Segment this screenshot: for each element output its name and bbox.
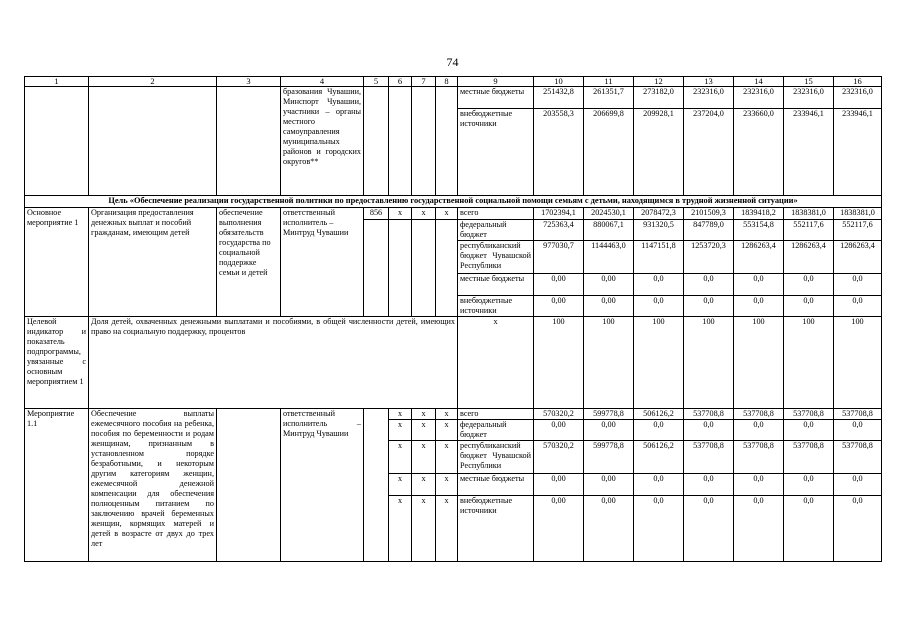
indicator-value: 100 bbox=[534, 316, 584, 408]
value-cell: 0,0 bbox=[634, 495, 684, 561]
value-cell: 233946,1 bbox=[784, 109, 834, 196]
value-cell: 1144463,0 bbox=[584, 240, 634, 273]
x-cell: х bbox=[412, 495, 436, 561]
cont-col1 bbox=[25, 87, 89, 196]
event1-code: 856 bbox=[364, 207, 389, 219]
header-cell: 2 bbox=[89, 77, 217, 87]
funding-source: республиканский бюджет Чувашской Республики bbox=[458, 440, 534, 473]
value-cell: 570320,2 bbox=[534, 408, 584, 419]
value-cell: 251432,8 bbox=[534, 87, 584, 109]
value-cell: 537708,8 bbox=[834, 440, 882, 473]
header-cell: 4 bbox=[281, 77, 364, 87]
value-cell: 977030,7 bbox=[534, 240, 584, 273]
funding-source: местные бюджеты bbox=[458, 273, 534, 295]
value-cell: 537708,8 bbox=[834, 408, 882, 419]
value-cell: 1286263,4 bbox=[784, 240, 834, 273]
value-cell: 233946,1 bbox=[834, 109, 882, 196]
value-cell: 2078472,3 bbox=[634, 207, 684, 219]
event11-description: Обеспечение выплаты ежемесячного пособия на ребенка, пособия по беременности и родам женщинам, признанным в установленном порядке безработными, и некоторым другим категориям женщин, ежемесячной денежной компенсации для обеспечения полноценным питанием по заключению врачей беременных женщин, кормящих матерей и детей в возрасте от двух до трех лет bbox=[89, 408, 217, 561]
value-cell: 0,00 bbox=[534, 273, 584, 295]
value-cell: 1702394,1 bbox=[534, 207, 584, 219]
value-cell: 0,00 bbox=[534, 419, 584, 440]
value-cell: 232316,0 bbox=[784, 87, 834, 109]
value-cell: 2101509,3 bbox=[684, 207, 734, 219]
value-cell: 0,0 bbox=[784, 273, 834, 295]
table-row bbox=[25, 87, 882, 109]
value-cell: 599778,8 bbox=[584, 408, 634, 419]
x-cell: х bbox=[412, 473, 436, 495]
value-cell: 599778,8 bbox=[584, 440, 634, 473]
value-cell: 206699,8 bbox=[584, 109, 634, 196]
value-cell: 537708,8 bbox=[784, 440, 834, 473]
value-cell: 0,0 bbox=[734, 273, 784, 295]
value-cell: 0,0 bbox=[784, 295, 834, 316]
header-cell: 1 bbox=[25, 77, 89, 87]
event1-x6: х bbox=[389, 207, 412, 219]
indicator-value: 100 bbox=[834, 316, 882, 408]
event1-x7: х bbox=[412, 207, 436, 219]
indicator-text: Доля детей, охваченных денежными выплатами и пособиями, в общей численности детей, имеющих право на социальную поддержку, процентов bbox=[89, 316, 458, 408]
funding-source: федеральный бюджет bbox=[458, 219, 534, 240]
page-number: 74 bbox=[446, 55, 459, 69]
x-cell: х bbox=[436, 440, 458, 473]
value-cell: 0,0 bbox=[834, 273, 882, 295]
value-cell: 0,0 bbox=[634, 295, 684, 316]
header-cell: 6 bbox=[389, 77, 412, 87]
event1-responsible: ответственный исполнитель – Минтруд Чувашии bbox=[281, 207, 364, 316]
value-cell: 0,00 bbox=[534, 295, 584, 316]
value-cell: 506126,2 bbox=[634, 440, 684, 473]
value-cell: 261351,7 bbox=[584, 87, 634, 109]
funding-source: всего bbox=[458, 408, 534, 419]
value-cell: 233660,0 bbox=[734, 109, 784, 196]
goal-title: Цель «Обеспечение реализации государственной политики по предоставлению государственной социальной помощи семьям с детьми, находящимся в трудной жизненной ситуации» bbox=[25, 196, 882, 207]
event1-name: Основное мероприятие 1 bbox=[25, 207, 89, 316]
header-cell: 11 bbox=[584, 77, 634, 87]
header-cell: 3 bbox=[217, 77, 281, 87]
value-cell: 1838381,0 bbox=[834, 207, 882, 219]
value-cell: 537708,8 bbox=[734, 408, 784, 419]
value-cell: 506126,2 bbox=[634, 408, 684, 419]
header-cell: 16 bbox=[834, 77, 882, 87]
indicator-x: х bbox=[458, 316, 534, 408]
value-cell: 0,0 bbox=[784, 473, 834, 495]
value-cell: 232316,0 bbox=[734, 87, 784, 109]
funding-source: внебюджетные источники bbox=[458, 109, 534, 196]
event1-x8: х bbox=[436, 207, 458, 219]
value-cell: 1286263,4 bbox=[834, 240, 882, 273]
header-cell: 9 bbox=[458, 77, 534, 87]
value-cell: 0,00 bbox=[584, 273, 634, 295]
indicator-value: 100 bbox=[634, 316, 684, 408]
value-cell: 209928,1 bbox=[634, 109, 684, 196]
header-cell: 8 bbox=[436, 77, 458, 87]
value-cell: 203558,3 bbox=[534, 109, 584, 196]
indicator-value: 100 bbox=[684, 316, 734, 408]
x-cell: х bbox=[436, 473, 458, 495]
indicator-value: 100 bbox=[584, 316, 634, 408]
header-row bbox=[25, 77, 882, 87]
value-cell: 0,00 bbox=[534, 495, 584, 561]
x-cell: х bbox=[436, 408, 458, 419]
funding-source: местные бюджеты bbox=[458, 87, 534, 109]
cont-col3 bbox=[217, 87, 281, 196]
value-cell: 237204,0 bbox=[684, 109, 734, 196]
x-cell: х bbox=[389, 440, 412, 473]
value-cell: 0,00 bbox=[584, 473, 634, 495]
value-cell: 0,0 bbox=[684, 419, 734, 440]
x-cell: х bbox=[412, 419, 436, 440]
value-cell: 0,0 bbox=[834, 473, 882, 495]
budget-table bbox=[24, 76, 882, 562]
value-cell: 0,00 bbox=[584, 495, 634, 561]
value-cell: 0,0 bbox=[734, 295, 784, 316]
funding-source: всего bbox=[458, 207, 534, 219]
value-cell: 552117,6 bbox=[784, 219, 834, 240]
value-cell: 1838381,0 bbox=[784, 207, 834, 219]
indicator-value: 100 bbox=[734, 316, 784, 408]
header-cell: 15 bbox=[784, 77, 834, 87]
event11-name: Мероприятие 1.1 bbox=[25, 408, 89, 561]
event1-purpose: обеспечение выполнения обязательств государства по социальной поддержке семьи и детей bbox=[217, 207, 281, 316]
header-cell: 10 bbox=[534, 77, 584, 87]
value-cell: 0,0 bbox=[734, 473, 784, 495]
value-cell: 1147151,8 bbox=[634, 240, 684, 273]
indicator-label: Целевой индикатор и показатель подпрограммы, увязанные с основным мероприятием 1 bbox=[25, 316, 89, 408]
value-cell: 0,0 bbox=[684, 495, 734, 561]
x-cell: х bbox=[436, 419, 458, 440]
value-cell: 725363,4 bbox=[534, 219, 584, 240]
funding-source: внебюджетные источники bbox=[458, 295, 534, 316]
x-cell: х bbox=[389, 419, 412, 440]
value-cell: 0,0 bbox=[634, 273, 684, 295]
value-cell: 2024530,1 bbox=[584, 207, 634, 219]
indicator-row bbox=[25, 316, 882, 408]
cont-col2 bbox=[89, 87, 217, 196]
value-cell: 273182,0 bbox=[634, 87, 684, 109]
header-cell: 12 bbox=[634, 77, 684, 87]
table-row bbox=[25, 408, 882, 419]
value-cell: 0,0 bbox=[684, 473, 734, 495]
goal-row bbox=[25, 196, 882, 207]
value-cell: 537708,8 bbox=[784, 408, 834, 419]
value-cell: 537708,8 bbox=[684, 408, 734, 419]
funding-source: республиканский бюджет Чувашской Республики bbox=[458, 240, 534, 273]
funding-source: местные бюджеты bbox=[458, 473, 534, 495]
value-cell: 0,0 bbox=[684, 273, 734, 295]
value-cell: 1286263,4 bbox=[734, 240, 784, 273]
funding-source: внебюджетные источники bbox=[458, 495, 534, 561]
value-cell: 931320,5 bbox=[634, 219, 684, 240]
value-cell: 537708,8 bbox=[684, 440, 734, 473]
value-cell: 847789,0 bbox=[684, 219, 734, 240]
table-row bbox=[25, 207, 882, 219]
value-cell: 1839418,2 bbox=[734, 207, 784, 219]
value-cell: 0,0 bbox=[784, 495, 834, 561]
value-cell: 0,00 bbox=[584, 295, 634, 316]
value-cell: 0,0 bbox=[834, 419, 882, 440]
header-cell: 13 bbox=[684, 77, 734, 87]
value-cell: 0,0 bbox=[734, 495, 784, 561]
funding-source: федеральный бюджет bbox=[458, 419, 534, 440]
indicator-value: 100 bbox=[784, 316, 834, 408]
x-cell: х bbox=[412, 440, 436, 473]
value-cell: 0,0 bbox=[734, 419, 784, 440]
header-cell: 7 bbox=[412, 77, 436, 87]
value-cell: 232316,0 bbox=[684, 87, 734, 109]
x-cell: х bbox=[389, 473, 412, 495]
value-cell: 0,0 bbox=[634, 473, 684, 495]
value-cell: 0,00 bbox=[534, 473, 584, 495]
x-cell: х bbox=[412, 408, 436, 419]
value-cell: 1253720,3 bbox=[684, 240, 734, 273]
value-cell: 0,0 bbox=[834, 295, 882, 316]
value-cell: 0,0 bbox=[834, 495, 882, 561]
cont-responsible: бразования Чувашии, Минспорт Чувашии, участники – органы местного самоуправления муниципальных районов и городских округов** bbox=[281, 87, 364, 196]
value-cell: 552117,6 bbox=[834, 219, 882, 240]
value-cell: 232316,0 bbox=[834, 87, 882, 109]
header-cell: 5 bbox=[364, 77, 389, 87]
value-cell: 0,0 bbox=[634, 419, 684, 440]
x-cell: х bbox=[436, 495, 458, 561]
value-cell: 0,00 bbox=[584, 419, 634, 440]
value-cell: 537708,8 bbox=[734, 440, 784, 473]
value-cell: 0,0 bbox=[684, 295, 734, 316]
value-cell: 553154,8 bbox=[734, 219, 784, 240]
value-cell: 880067,1 bbox=[584, 219, 634, 240]
value-cell: 0,0 bbox=[784, 419, 834, 440]
event11-responsible: ответственный исполнитель – Минтруд Чувашии bbox=[281, 408, 364, 561]
x-cell: х bbox=[389, 408, 412, 419]
value-cell: 570320,2 bbox=[534, 440, 584, 473]
event1-description: Организация предоставления денежных выплат и пособий гражданам, имеющим детей bbox=[89, 207, 217, 316]
x-cell: х bbox=[389, 495, 412, 561]
header-cell: 14 bbox=[734, 77, 784, 87]
